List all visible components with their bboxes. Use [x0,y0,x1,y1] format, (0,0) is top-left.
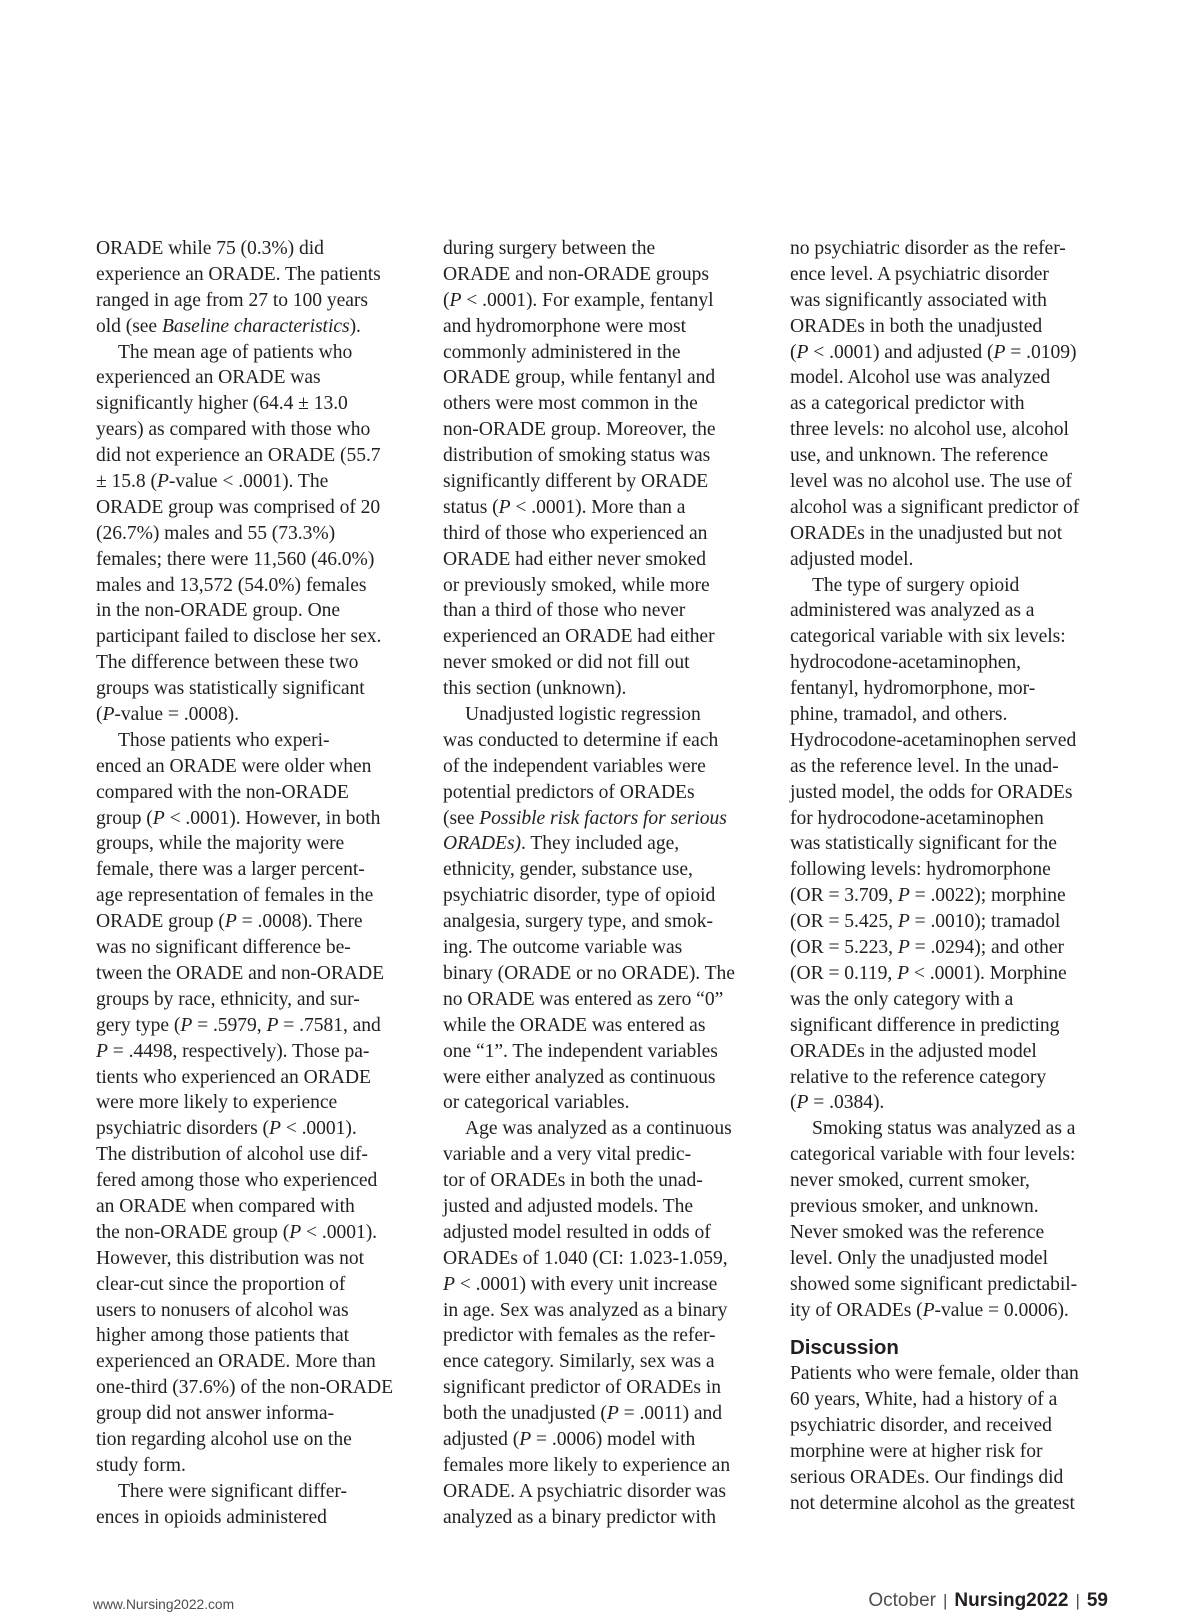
col2-line: analyzed as a binary predictor with [443,1506,716,1528]
col2-line: predictor with females as the refer- [443,1325,716,1347]
col3-line: categorical variable with six levels: [790,626,1066,648]
col1-line: age representation of females in the [96,885,374,907]
col1-line: years) as compared with those who [96,419,371,441]
footer-month: October [868,1590,936,1611]
col2-line: never smoked or did not fill out [443,652,690,674]
col1-line: fered among those who experienced [96,1170,378,1192]
col1-line: clear-cut since the proportion of [96,1273,346,1295]
col1-line: participant failed to disclose her sex. [96,626,382,648]
col3-line: significant difference in predicting [790,1014,1060,1036]
col2-line: significant predictor of ORADEs in [443,1377,721,1399]
col3-line: The type of surgery opioid [812,574,1020,596]
discussion-body [790,1361,1079,1516]
page-number: 59 [1086,1590,1108,1611]
col1-line: However, this distribution was not [96,1247,364,1269]
col3-line: was the only category with a [790,988,1014,1010]
col2-line: non-ORADE group. Moreover, the [443,419,716,441]
col2-line: in age. Sex was analyzed as a binary [443,1299,728,1321]
col3-line: ity of ORADEs (P-value = 0.0006). [790,1299,1069,1321]
col3-line: (OR = 3.709, P = .0022); morphine [790,885,1066,907]
footer-url: www.Nursing2022.com [93,1597,235,1612]
col2-line: or categorical variables. [443,1092,630,1114]
discussion-line: 60 years, White, had a history of a [790,1389,1058,1411]
col1-line: group (P < .0001). However, in both [96,807,381,829]
col3-line: (P < .0001) and adjusted (P = .0109) [790,341,1077,363]
col3-line: as a categorical predictor with [790,393,1025,415]
col1-line: was no significant difference be- [96,937,351,959]
col1-line: groups by race, ethnicity, and sur- [96,988,360,1010]
col3-line: for hydrocodone-acetaminophen [790,807,1044,829]
col2-line: justed and adjusted models. The [443,1195,694,1217]
col1-line: groups, while the majority were [96,833,345,855]
col1-line: tween the ORADE and non-ORADE [96,962,385,984]
col3-line: model. Alcohol use was analyzed [790,367,1051,389]
col1-line: (26.7%) males and 55 (73.3%) [96,522,336,544]
col1-line: female, there was a larger percent- [96,859,365,881]
text-column-1 [96,236,393,1531]
col1-line: an ORADE when compared with [96,1195,355,1217]
col2-line: no ORADE was entered as zero “0” [443,988,724,1010]
col2-line: and hydromorphone were most [443,315,686,337]
discussion-line: serious ORADEs. Our findings did [790,1466,1064,1488]
col2-line: commonly administered in the [443,341,681,363]
col1-line: ORADE while 75 (0.3%) did [96,238,324,259]
footer-separator-2: | [1075,1591,1080,1610]
col1-line: higher among those patients that [96,1325,350,1347]
col2-line: while the ORADE was entered as [443,1014,706,1036]
col2-line: ence category. Similarly, sex was a [443,1351,715,1373]
col1-line: (P-value = .0008). [96,704,239,726]
col3-line: following levels: hydromorphone [790,859,1051,881]
col2-line: tor of ORADEs in both the unad- [443,1170,703,1192]
col2-line: ORADEs). They included age, [443,833,680,855]
col3-line: administered was analyzed as a [790,600,1035,622]
col2-line: were either analyzed as continuous [443,1066,716,1088]
col1-line: ences in opioids administered [96,1506,327,1528]
col3-line: hydrocodone-acetaminophen, [790,652,1022,674]
col2-line: status (P < .0001). More than a [443,496,686,518]
col2-line: of the independent variables were [443,755,706,777]
col1-line: The mean age of patients who [118,341,353,363]
col1-line: The difference between these two [96,652,359,674]
col1-line: study form. [96,1454,186,1476]
text-column-3 [790,236,1079,1517]
col2-line: Unadjusted logistic regression [465,704,701,726]
col1-line: groups was statistically significant [96,678,365,700]
col2-line: females more likely to experience an [443,1454,731,1476]
col3-line: ence level. A psychiatric disorder [790,263,1049,285]
col3-line: level. Only the unadjusted model [790,1247,1048,1269]
col3-line: never smoked, current smoker, [790,1170,1030,1192]
col3-line: (OR = 5.223, P = .0294); and other [790,937,1064,959]
col1-line: psychiatric disorders (P < .0001). [96,1118,357,1140]
col2-line: or previously smoked, while more [443,574,710,596]
col1-line: users to nonusers of alcohol was [96,1299,349,1321]
col3-line: adjusted model. [790,548,914,570]
col3-line: was significantly associated with [790,289,1047,311]
col2-line: ing. The outcome variable was [443,937,683,959]
col1-line: There were significant differ- [118,1480,347,1502]
col2-line: potential predictors of ORADEs [443,781,695,803]
col2-line: (see Possible risk factors for serious [443,807,727,829]
col2-line: this section (unknown). [443,678,627,700]
col2-line: both the unadjusted (P = .0011) and [443,1403,723,1425]
col1-line: group did not answer informa- [96,1403,334,1425]
col1-line: The distribution of alcohol use dif- [96,1144,368,1166]
col1-line: did not experience an ORADE (55.7 [96,445,381,467]
col1-line: old (see Baseline characteristics). [96,315,361,337]
col1-line: ± 15.8 (P-value < .0001). The [96,471,329,493]
col3-line: categorical variable with four levels: [790,1144,1076,1166]
col2-line: ORADE and non-ORADE groups [443,263,709,285]
col2-line: (P < .0001). For example, fentanyl [443,289,714,311]
col1-line: Those patients who experi- [118,729,330,751]
col2-line: others were most common in the [443,393,698,415]
col2-line: one “1”. The independent variables [443,1040,718,1062]
col3-line: (OR = 0.119, P < .0001). Morphine [790,962,1067,984]
discussion-heading: Discussion [790,1336,899,1360]
col3-line: ORADEs in the unadjusted but not [790,522,1063,544]
col3-line: (P = .0384). [790,1092,885,1114]
col3-line: relative to the reference category [790,1066,1047,1088]
footer-magazine: Nursing2022 [954,1590,1069,1611]
col1-line: females; there were 11,560 (46.0%) [96,548,375,570]
col1-line: gery type (P = .5979, P = .7581, and [96,1014,381,1036]
col3-line: showed some significant predictabil- [790,1273,1078,1295]
col2-line: was conducted to determine if each [443,729,719,751]
col1-line: ORADE group (P = .0008). There [96,911,363,933]
col2-line: P < .0001) with every unit increase [443,1273,718,1295]
col1-line: one-third (37.6%) of the non-ORADE [96,1377,394,1399]
col2-line: Age was analyzed as a continuous [465,1118,732,1140]
col3-line: fentanyl, hydromorphone, mor- [790,678,1036,700]
col3-line: justed model, the odds for ORADEs [790,781,1073,803]
col2-line: binary (ORADE or no ORADE). The [443,962,735,984]
col1-line: the non-ORADE group (P < .0001). [96,1221,378,1243]
col2-line: during surgery between the [443,238,656,259]
col1-line: experienced an ORADE. More than [96,1351,376,1373]
col3-line: alcohol was a significant predictor of [790,496,1080,518]
col1-line: experienced an ORADE was [96,367,321,389]
col1-line: enced an ORADE were older when [96,755,372,777]
col2-line: distribution of smoking status was [443,445,711,467]
col1-line: tion regarding alcohol use on the [96,1428,352,1450]
col1-line: ORADE group was comprised of 20 [96,496,381,518]
text-column-2 [443,236,735,1531]
col3-line: (OR = 5.425, P = .0010); tramadol [790,911,1061,933]
col2-line: ORADE. A psychiatric disorder was [443,1480,726,1502]
col2-line: adjusted model resulted in odds of [443,1221,711,1243]
col3-line: use, and unknown. The reference [790,445,1049,467]
col3-line: three levels: no alcohol use, alcohol [790,419,1069,441]
col3-line: no psychiatric disorder as the refer- [790,238,1066,259]
col2-line: ethnicity, gender, substance use, [443,859,693,881]
text-column-3-body [790,236,1079,1323]
discussion-line: psychiatric disorder, and received [790,1415,1052,1437]
col3-line: previous smoker, and unknown. [790,1195,1039,1217]
col2-line: third of those who experienced an [443,522,708,544]
col3-line: Hydrocodone-acetaminophen served [790,729,1077,751]
col3-line: level was no alcohol use. The use of [790,471,1072,493]
col2-line: ORADE had either never smoked [443,548,706,570]
col2-line: experienced an ORADE had either [443,626,715,648]
col3-line: phine, tramadol, and others. [790,704,1008,726]
col1-line: males and 13,572 (54.0%) females [96,574,367,596]
col1-line: compared with the non-ORADE [96,781,349,803]
col3-line: ORADEs in both the unadjusted [790,315,1043,337]
col1-line: were more likely to experience [96,1092,338,1114]
col3-line: Smoking status was analyzed as a [812,1118,1076,1140]
col2-line: ORADEs of 1.040 (CI: 1.023-1.059, [443,1247,728,1269]
col3-line: as the reference level. In the unad- [790,755,1059,777]
col2-line: adjusted (P = .0006) model with [443,1428,696,1450]
col3-line: ORADEs in the adjusted model [790,1040,1037,1062]
discussion-line: morphine were at higher risk for [790,1441,1043,1463]
col3-line: Never smoked was the reference [790,1221,1045,1243]
col1-line: experience an ORADE. The patients [96,263,381,285]
col2-line: psychiatric disorder, type of opioid [443,885,716,907]
col3-line: was statistically significant for the [790,833,1057,855]
discussion-line: Patients who were female, older than [790,1363,1079,1385]
col2-line: analgesia, surgery type, and smok- [443,911,714,933]
col1-line: P = .4498, respectively). Those pa- [96,1040,370,1062]
footer-folio [868,1590,1108,1612]
col1-line: ranged in age from 27 to 100 years [96,289,368,311]
col1-line: tients who experienced an ORADE [96,1066,371,1088]
col1-line: in the non-ORADE group. One [96,600,341,622]
col2-line: significantly different by ORADE [443,471,709,493]
discussion-line: not determine alcohol as the greatest [790,1492,1075,1514]
col2-line: ORADE group, while fentanyl and [443,367,716,389]
col2-line: variable and a very vital predic- [443,1144,692,1166]
col2-line: than a third of those who never [443,600,686,622]
footer-separator: | [942,1591,948,1610]
col1-line: significantly higher (64.4 ± 13.0 [96,393,348,415]
